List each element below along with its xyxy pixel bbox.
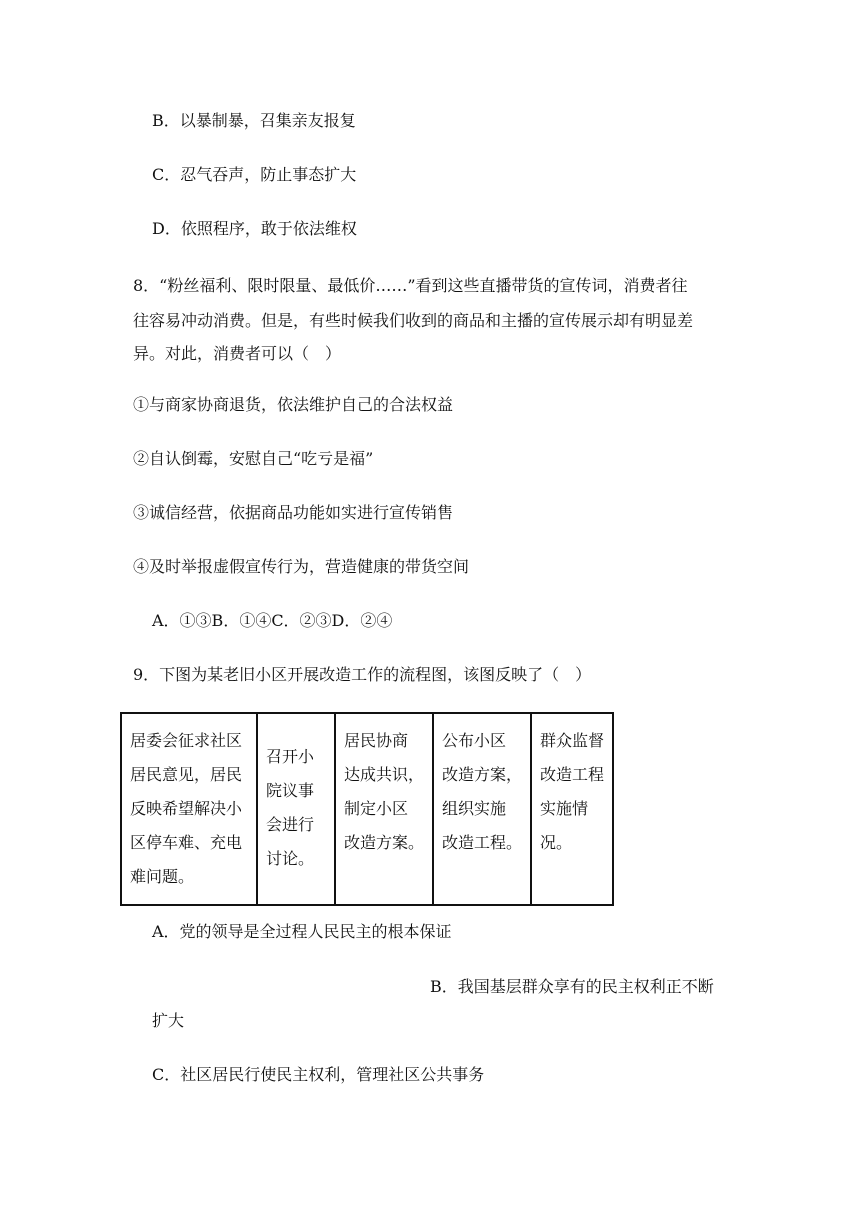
cell-line: 组织实施 bbox=[442, 799, 507, 818]
cell-line: 居民意见，居民 bbox=[130, 765, 243, 784]
cell-line: 居民协商 bbox=[344, 731, 409, 750]
q8-item-2: ②自认倒霉，安慰自己“吃亏是福” bbox=[133, 449, 374, 468]
cell-line: 公布小区 bbox=[442, 731, 507, 750]
q9-flow-table bbox=[120, 712, 614, 906]
cell-line: 达成共识， bbox=[344, 765, 425, 784]
cell-line: 召开小 bbox=[266, 747, 315, 766]
flow-step-3 bbox=[335, 713, 433, 905]
q8-stem-line: 异。对此，消费者可以（ ） bbox=[133, 344, 342, 363]
cell-line: 会进行 bbox=[266, 815, 315, 834]
cell-line: 难问题。 bbox=[130, 867, 195, 886]
cell-line: 改造工程 bbox=[540, 765, 605, 784]
q8-item-3: ③诚信经营，依据商品功能如实进行宣传销售 bbox=[133, 503, 454, 522]
flow-step-5 bbox=[531, 713, 613, 905]
cell-line: 况。 bbox=[540, 833, 573, 852]
q8-options: A．①③B．①④C．②③D．②④ bbox=[152, 611, 393, 630]
cell-line: 讨论。 bbox=[266, 849, 315, 868]
q7-option-b: B．以暴制暴，召集亲友报复 bbox=[152, 111, 356, 130]
q7-option-c: C．忍气吞声，防止事态扩大 bbox=[152, 165, 357, 184]
q8-item-4: ④及时举报虚假宣传行为，营造健康的带货空间 bbox=[133, 557, 470, 576]
cell-line: 群众监督 bbox=[540, 731, 605, 750]
table-row bbox=[121, 713, 613, 905]
q9-option-b-continued: 扩大 bbox=[152, 1011, 185, 1030]
q9-stem: 9．下图为某老旧小区开展改造工作的流程图，该图反映了（ ） bbox=[133, 665, 592, 684]
q8-stem-line: 往容易冲动消费。但是，有些时候我们收到的商品和主播的宣传展示却有明显差 bbox=[133, 311, 694, 330]
q9-option-c: C．社区居民行使民主权利，管理社区公共事务 bbox=[152, 1065, 485, 1084]
cell-line: 反映希望解决小 bbox=[130, 799, 243, 818]
cell-line: 区停车难、充电 bbox=[130, 833, 243, 852]
cell-line: 改造方案。 bbox=[344, 833, 425, 852]
cell-line: 实施情 bbox=[540, 799, 589, 818]
flow-step-2 bbox=[257, 713, 335, 905]
cell-line: 制定小区 bbox=[344, 799, 409, 818]
flow-step-4 bbox=[433, 713, 531, 905]
q7-option-d: D．依照程序，敢于依法维权 bbox=[152, 219, 357, 238]
flow-step-1 bbox=[121, 713, 257, 905]
q8-stem-line: 8．“粉丝福利、限时限量、最低价……”看到这些直播带货的宣传词，消费者往 bbox=[133, 276, 688, 295]
cell-line: 改造方案， bbox=[442, 765, 523, 784]
cell-line: 改造工程。 bbox=[442, 833, 523, 852]
q9-option-a: A．党的领导是全过程人民民主的根本保证 bbox=[152, 922, 452, 941]
q8-item-1: ①与商家协商退货，依法维护自己的合法权益 bbox=[133, 395, 454, 414]
cell-line: 院议事 bbox=[266, 781, 315, 800]
q9-option-b: B．我国基层群众享有的民主权利正不断 bbox=[430, 977, 714, 996]
cell-line: 居委会征求社区 bbox=[130, 731, 243, 750]
